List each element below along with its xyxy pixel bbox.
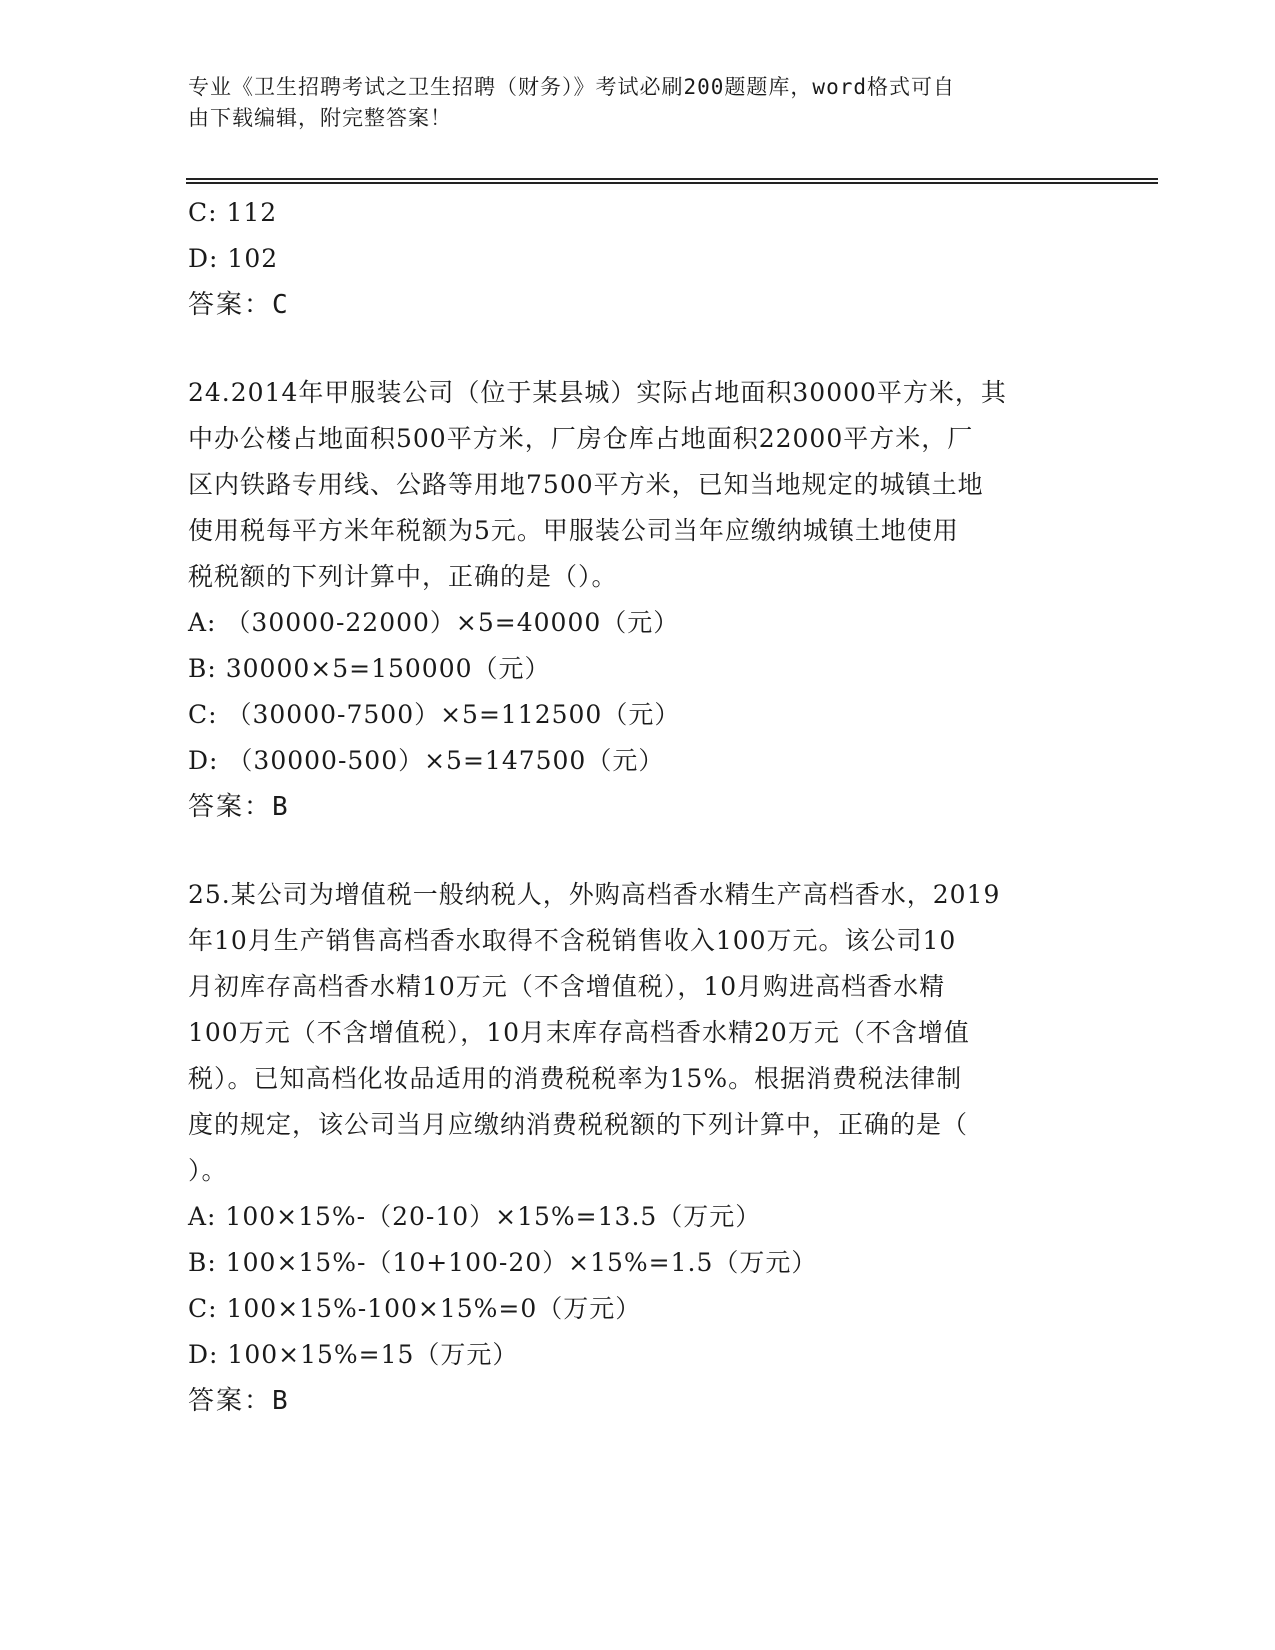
previous-question-tail [188, 190, 1088, 328]
question-24 [188, 370, 1088, 830]
option-b: B: 100×15%-（10+100-20）×15%=1.5（万元） [188, 1248, 818, 1277]
question-text-line: 年10月生产销售高档香水取得不含税销售收入100万元。该公司10 [188, 926, 957, 955]
answer-line: 答案：B [188, 1386, 290, 1416]
question-text-line: 100万元（不含增值税），10月末库存高档香水精20万元（不含增值 [188, 1018, 970, 1047]
option-b: B: 30000×5=150000（元） [188, 654, 551, 683]
header-line-2: 由下载编辑，附完整答案！ [188, 106, 452, 130]
question-text-line: 区内铁路专用线、公路等用地7500平方米，已知当地规定的城镇土地 [188, 470, 984, 499]
document-body [188, 190, 1088, 1424]
question-text-line: 24.2014年甲服装公司（位于某县城）实际占地面积30000平方米，其 [188, 378, 1007, 407]
question-25 [188, 872, 1088, 1424]
question-text-line: 度的规定，该公司当月应缴纳消费税税额的下列计算中，正确的是（ [188, 1110, 969, 1139]
header-divider-top [186, 178, 1158, 180]
question-text-line: ）。 [188, 1156, 228, 1185]
option-a: A: （30000-22000）×5=40000（元） [188, 608, 680, 637]
question-text-line: 使用税每平方米年税额为5元。甲服装公司当年应缴纳城镇土地使用 [188, 516, 959, 545]
question-text-line: 25.某公司为增值税一般纳税人，外购高档香水精生产高档香水，2019 [188, 880, 1001, 909]
answer-line: 答案：C [188, 290, 290, 320]
header-line-1: 专业《卫生招聘考试之卫生招聘（财务）》考试必刷200题题库，word格式可自 [188, 75, 955, 99]
option-d: D: 100×15%=15（万元） [188, 1340, 519, 1369]
header-divider-bottom [186, 182, 1158, 184]
option-c: C: 112 [188, 198, 278, 227]
document-header [188, 72, 1068, 134]
question-text-line: 税）。已知高档化妆品适用的消费税税率为15%。根据消费税法律制 [188, 1064, 963, 1093]
option-d: D: （30000-500）×5=147500（元） [188, 746, 665, 775]
question-text-line: 月初库存高档香水精10万元（不含增值税），10月购进高档香水精 [188, 972, 946, 1001]
option-a: A: 100×15%-（20-10）×15%=13.5（万元） [188, 1202, 762, 1231]
option-c: C: 100×15%-100×15%=0（万元） [188, 1294, 642, 1323]
answer-line: 答案：B [188, 792, 290, 822]
question-text-line: 税税额的下列计算中，正确的是（）。 [188, 562, 618, 591]
question-text-line: 中办公楼占地面积500平方米，厂房仓库占地面积22000平方米，厂 [188, 424, 974, 453]
option-c: C: （30000-7500）×5=112500（元） [188, 700, 681, 729]
option-d: D: 102 [188, 244, 279, 273]
